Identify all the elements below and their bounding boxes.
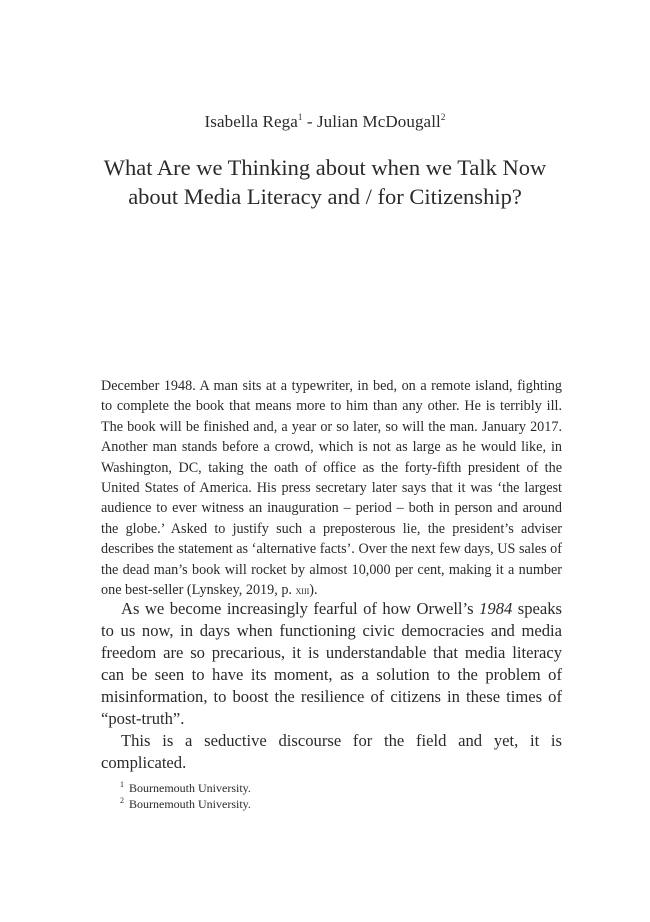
footnote-number: 1 bbox=[120, 780, 124, 789]
footnote-marker: 1 bbox=[297, 112, 303, 122]
author-line bbox=[0, 112, 650, 132]
title-line: about Media Literacy and / for Citizenship? bbox=[128, 184, 522, 209]
footnote-text: Bournemouth University. bbox=[129, 797, 251, 811]
author-name: Julian McDougall bbox=[316, 112, 441, 131]
footnotes bbox=[120, 780, 540, 812]
epigraph-text: December 1948. A man sits at a typewriter, in bed, on a remote island, fighting to complete the book that means more to him than any other. He is terribly ill. The book will be finished and, a year or so later, so will the man. January 2017. Another man stands before a crowd, which is not as large as he would like, in Washington, DC, taking the oath of office as the forty-fifth president of the United States of America. His press secretary later says that it was ‘the largest audience to ever witness an inauguration – period – both in person and around the globe.’ Asked to justify such a preposterous lie, the president’s adviser describes the statement as ‘alternative facts’. Over the next few days, US sales of the dead man’s book will rocket by almost 10,000 per cent, making it a number one best-seller (Lynskey, 2019, p. bbox=[101, 378, 562, 599]
epigraph-paragraph bbox=[101, 376, 562, 600]
footnote-marker: 2 bbox=[440, 112, 446, 122]
body-paragraph: This is a seductive discourse for the field and yet, it is complicated. bbox=[101, 731, 562, 772]
footnote-number: 2 bbox=[120, 796, 124, 805]
author-name: Isabella Rega bbox=[204, 112, 298, 131]
footnote bbox=[120, 780, 540, 796]
body-paragraph bbox=[101, 598, 562, 730]
page-reference: xiii bbox=[295, 583, 310, 598]
book-title: 1984 bbox=[479, 599, 513, 618]
paragraph-text: speaks to us now, in days when functioning civic democracies and media freedom are so precarious, it is understandable that media literacy can be seen to have its moment, as a solution to the problem of misinformation, to boost the resilience of citizens in these times of “post-truth”. bbox=[101, 599, 563, 728]
author-separator: - bbox=[302, 112, 317, 131]
epigraph-end: ). bbox=[309, 582, 318, 599]
footnote bbox=[120, 796, 540, 812]
chapter-title bbox=[60, 153, 590, 211]
body-text bbox=[101, 598, 562, 774]
paragraph-text: As we become increasingly fearful of how Orwell’s bbox=[121, 599, 480, 618]
footnote-text: Bournemouth University. bbox=[129, 781, 251, 795]
title-line: What Are we Thinking about when we Talk Now bbox=[103, 155, 547, 180]
